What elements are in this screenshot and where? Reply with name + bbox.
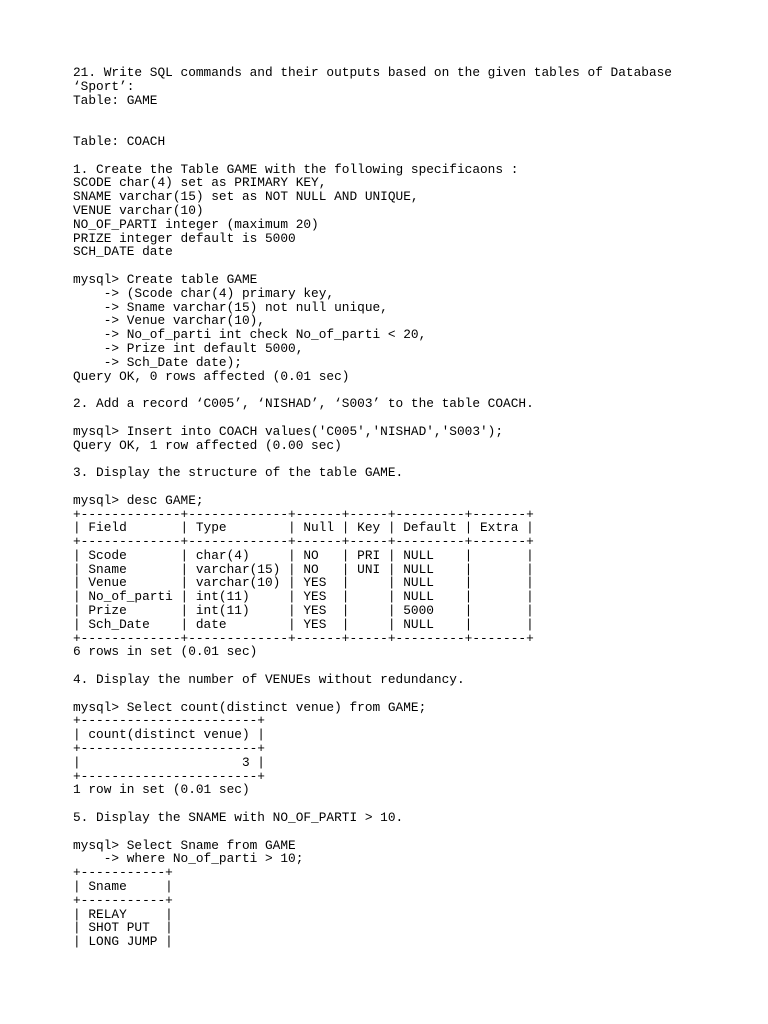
- sql-command-line: -> Prize int default 5000,: [73, 340, 304, 356]
- sql-command-line: -> Sname varchar(15) not null unique,: [73, 299, 388, 315]
- spec-line: NO_OF_PARTI integer (maximum 20): [73, 216, 319, 232]
- query-result-line: 6 rows in set (0.01 sec): [73, 644, 258, 660]
- task-1-heading: 1. Create the Table GAME with the following specificaons :: [73, 161, 519, 177]
- ascii-table-row: | RELAY |: [73, 906, 173, 922]
- blank-line: [73, 411, 753, 425]
- spec-line: PRIZE integer default is 5000: [73, 230, 296, 246]
- blank-line: [73, 452, 753, 466]
- sql-command-line: -> (Scode char(4) primary key,: [73, 285, 335, 301]
- ascii-table-row: | 3 |: [73, 754, 265, 770]
- ascii-table-row: | Prize | int(11) | YES | | 5000 | |: [73, 603, 534, 619]
- blank-line: [73, 259, 753, 273]
- ascii-table-border: +-----------+: [73, 865, 173, 881]
- table-coach-label: Table: COACH: [73, 133, 166, 149]
- ascii-table-row: | Sch_Date | date | YES | | NULL | |: [73, 616, 534, 632]
- sql-command-line: mysql> Insert into COACH values('C005','NISHAD','S003');: [73, 423, 504, 439]
- task-2-heading: 2. Add a record ‘C005’, ‘NISHAD’, ‘S003’ to the table COACH.: [73, 396, 534, 412]
- sql-command-line: mysql> Create table GAME: [73, 271, 258, 287]
- sql-command-line: mysql> Select Sname from GAME: [73, 837, 296, 853]
- task-4-heading: 4. Display the number of VENUEs without redundancy.: [73, 672, 465, 688]
- query-result-line: Query OK, 0 rows affected (0.01 sec): [73, 368, 350, 384]
- query-result-line: Query OK, 1 row affected (0.00 sec): [73, 437, 342, 453]
- ascii-table-border: +-------------+-------------+------+-----+---------+-------+: [73, 506, 534, 522]
- sql-command-line: mysql> desc GAME;: [73, 492, 204, 508]
- task-3-heading: 3. Display the structure of the table GAME.: [73, 465, 404, 481]
- blank-line: [73, 149, 753, 163]
- sql-command-line: -> Sch_Date date);: [73, 354, 242, 370]
- ascii-table-header: | Sname |: [73, 879, 173, 895]
- document-page: [73, 66, 753, 949]
- blank-line: [73, 107, 753, 121]
- ascii-table-border: +-----------------------+: [73, 713, 265, 729]
- ascii-table-border: +-----------+: [73, 892, 173, 908]
- ascii-table-header: | Field | Type | Null | Key | Default | Extra |: [73, 520, 534, 536]
- blank-line: [73, 480, 753, 494]
- sql-command-line: -> No_of_parti int check No_of_parti < 20,: [73, 327, 427, 343]
- ascii-table-row: | No_of_parti | int(11) | YES | | NULL | |: [73, 589, 534, 605]
- ascii-table-row: | Sname | varchar(15) | NO | UNI | NULL | |: [73, 561, 534, 577]
- database-name-line: ‘Sport’:: [73, 78, 135, 94]
- blank-line: [73, 687, 753, 701]
- spec-line: VENUE varchar(10): [73, 202, 204, 218]
- ascii-table-border: +-------------+-------------+------+-----+---------+-------+: [73, 534, 534, 550]
- ascii-table-row: | Scode | char(4) | NO | PRI | NULL | |: [73, 547, 534, 563]
- spec-line: SCODE char(4) set as PRIMARY KEY,: [73, 175, 327, 191]
- ascii-table-row: | Venue | varchar(10) | YES | | NULL | |: [73, 575, 534, 591]
- spec-line: SNAME varchar(15) set as NOT NULL AND UNIQUE,: [73, 189, 419, 205]
- sql-command-line: -> where No_of_parti > 10;: [73, 851, 304, 867]
- sql-command-line: -> Venue varchar(10),: [73, 313, 265, 329]
- blank-line: [73, 383, 753, 397]
- table-game-label: Table: GAME: [73, 92, 158, 108]
- blank-line: [73, 825, 753, 839]
- spec-line: SCH_DATE date: [73, 244, 173, 260]
- ascii-table-border: +-----------------------+: [73, 768, 265, 784]
- blank-line: [73, 121, 753, 135]
- sql-command-line: mysql> Select count(distinct venue) from GAME;: [73, 699, 427, 715]
- blank-line: [73, 659, 753, 673]
- query-result-line: 1 row in set (0.01 sec): [73, 782, 250, 798]
- ascii-table-header: | count(distinct venue) |: [73, 727, 265, 743]
- blank-line: [73, 797, 753, 811]
- ascii-table-border: +-----------------------+: [73, 741, 265, 757]
- question-heading: 21. Write SQL commands and their outputs based on the given tables of Database: [73, 65, 672, 80]
- task-5-heading: 5. Display the SNAME with NO_OF_PARTI > 10.: [73, 810, 404, 826]
- ascii-table-row: | SHOT PUT |: [73, 920, 173, 936]
- ascii-table-border: +-------------+-------------+------+-----+---------+-------+: [73, 630, 534, 646]
- ascii-table-row: | LONG JUMP |: [73, 934, 173, 950]
